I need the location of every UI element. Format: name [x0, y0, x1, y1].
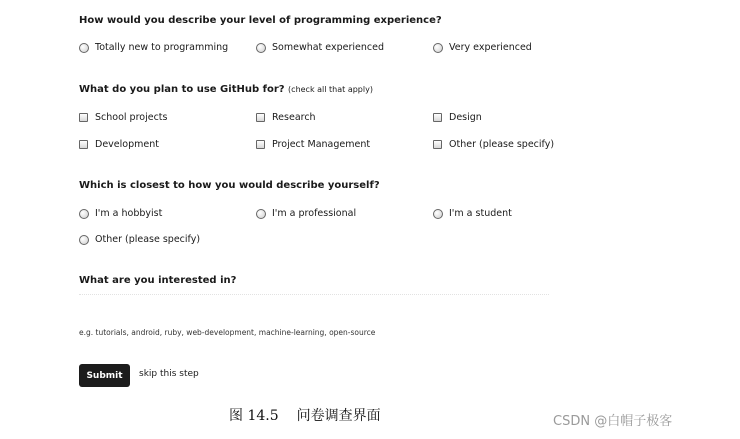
radio-button[interactable] — [79, 43, 89, 53]
radio-option-totally-new[interactable] — [79, 42, 228, 53]
radio-button[interactable] — [79, 209, 89, 219]
checkbox-option-other[interactable] — [433, 139, 554, 150]
option-label: Very experienced — [449, 42, 532, 53]
figure-caption-text: 问卷调查界面 — [296, 408, 381, 424]
checkbox[interactable] — [79, 113, 88, 122]
radio-option-other[interactable] — [79, 234, 200, 245]
interests-hint: e.g. tutorials, android, ruby, web-development, machine-learning, open-source — [79, 328, 376, 337]
checkbox[interactable] — [433, 140, 442, 149]
option-label: Other (please specify) — [449, 139, 555, 150]
submit-button[interactable]: Submit — [79, 364, 130, 387]
checkbox-option-development[interactable] — [79, 139, 159, 150]
radio-button[interactable] — [256, 43, 266, 53]
radio-option-hobbyist[interactable] — [79, 208, 162, 219]
radio-button[interactable] — [433, 43, 443, 53]
figure-number: 图 14.5 — [229, 408, 279, 424]
figure-caption — [229, 405, 381, 425]
question-self-description-title: Which is closest to how you would describe yourself? — [79, 180, 380, 191]
radio-option-somewhat-experienced[interactable] — [256, 42, 384, 53]
option-label: Other (please specify) — [95, 234, 201, 245]
option-label: Design — [449, 112, 482, 123]
option-label: I'm a hobbyist — [95, 208, 163, 219]
checkbox[interactable] — [256, 140, 265, 149]
option-label: I'm a student — [449, 208, 512, 219]
question-interests-title: What are you interested in? — [79, 275, 237, 286]
radio-option-student[interactable] — [433, 208, 512, 219]
option-label: Somewhat experienced — [272, 42, 384, 53]
radio-option-professional[interactable] — [256, 208, 356, 219]
radio-option-very-experienced[interactable] — [433, 42, 532, 53]
option-label: Project Management — [272, 139, 371, 150]
checkbox-option-design[interactable] — [433, 112, 482, 123]
option-label: Development — [95, 139, 159, 150]
radio-button[interactable] — [433, 209, 443, 219]
question-github-use-text: What do you plan to use GitHub for? — [79, 84, 285, 95]
skip-step-link[interactable]: skip this step — [139, 369, 199, 379]
option-label: I'm a professional — [272, 208, 357, 219]
checkbox-option-research[interactable] — [256, 112, 316, 123]
question-github-use-hint: (check all that apply) — [288, 85, 373, 94]
checkbox[interactable] — [79, 140, 88, 149]
checkbox[interactable] — [433, 113, 442, 122]
option-label: School projects — [95, 112, 168, 123]
question-github-use-title — [79, 84, 373, 95]
radio-button[interactable] — [79, 235, 89, 245]
option-label: Research — [272, 112, 316, 123]
interests-input[interactable] — [79, 294, 549, 311]
checkbox-option-project-management[interactable] — [256, 139, 370, 150]
checkbox-option-school-projects[interactable] — [79, 112, 167, 123]
question-experience-title: How would you describe your level of programming experience? — [79, 15, 442, 26]
radio-button[interactable] — [256, 209, 266, 219]
option-label: Totally new to programming — [95, 42, 229, 53]
watermark: CSDN @白帽子极客 — [553, 414, 673, 429]
checkbox[interactable] — [256, 113, 265, 122]
